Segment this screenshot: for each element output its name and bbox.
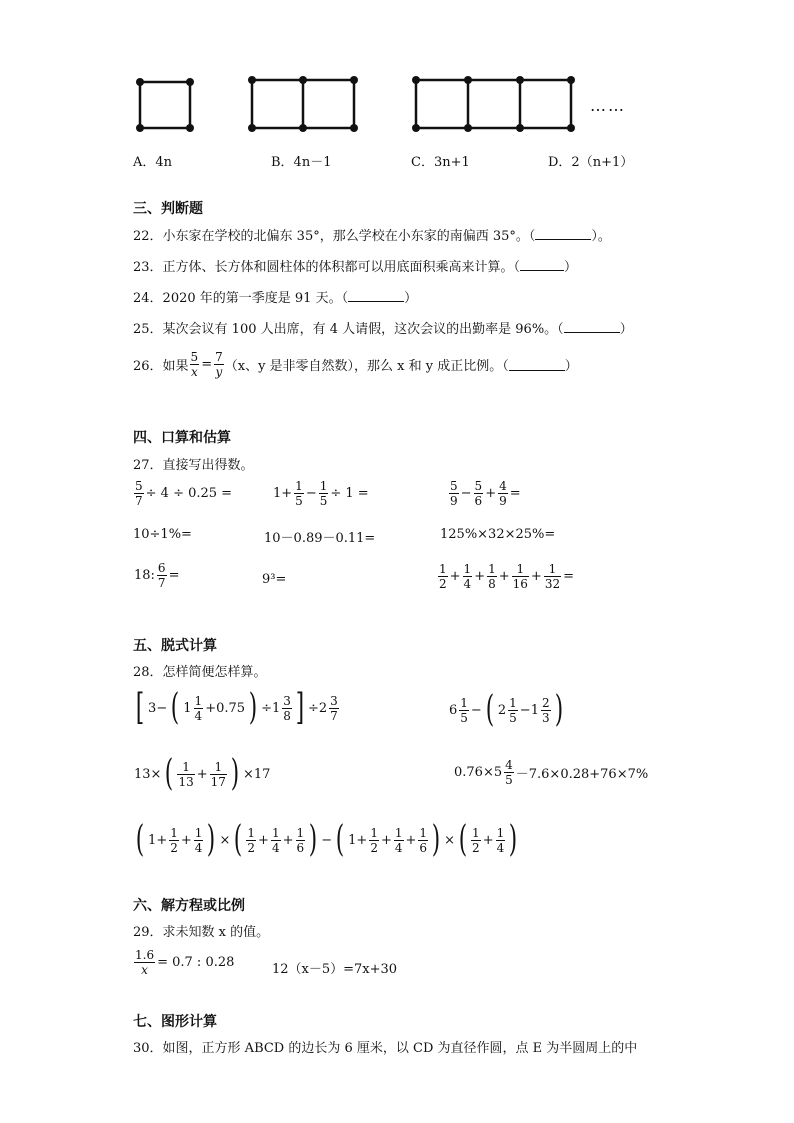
square-pattern-figure bbox=[120, 70, 650, 140]
equation-1: $\frac{1.6}{x}$ = 0.7 : 0.28 bbox=[135, 948, 235, 977]
calc-r1c1: $\frac{5}{7}$ ÷ 4 ÷ 0.25 = bbox=[135, 479, 233, 508]
answer-blank-25[interactable] bbox=[564, 321, 620, 333]
question-27: 27．直接写出得数。 bbox=[133, 458, 254, 473]
equation-2: 12（x－5）=7x+30 bbox=[272, 962, 398, 977]
question-30: 30．如图，正方形 ABCD 的边长为 6 厘米，以 CD 为直径作圆，点 E 为半圆周上的中 bbox=[133, 1041, 638, 1056]
question-22: 22．小东家在学校的北偏东 35°，那么学校在小东家的南偏西 35°。（ ）。 bbox=[133, 229, 611, 244]
answer-blank-23[interactable] bbox=[520, 259, 564, 271]
question-25: 25．某次会议有 100 人出席，有 4 人请假，这次会议的出勤率是 96%。（ ） bbox=[133, 322, 633, 337]
calc-r3c3: 1 2 + $\frac{1}{4}$ + $\frac{1}{8}$ + $\frac{1}{16}$ + $\frac{1}{32}$ = bbox=[439, 562, 575, 591]
option-b: B．4n－1 bbox=[271, 155, 332, 170]
answer-blank-24[interactable] bbox=[348, 290, 404, 302]
calc-r1c2: 1+ $\frac{1}{5}$ − $\frac{1}{5}$ ÷ 1 = bbox=[273, 479, 369, 508]
question-28: 28．怎样简便怎样算。 bbox=[133, 665, 267, 680]
calc-r1c3: 5 9 − $\frac{5}{6}$ + $\frac{4}{9}$ = bbox=[450, 479, 521, 508]
expr-3: 13× ( 1 13 + $\frac{1}{17}$ ) ×17 bbox=[134, 753, 271, 794]
option-c: C．3n+1 bbox=[411, 155, 470, 170]
question-24: 24．2020 年的第一季度是 91 天。（ ） bbox=[133, 291, 418, 306]
section-7-title: 七、图形计算 bbox=[133, 1014, 217, 1030]
calc-r2c1: 10÷1%= bbox=[133, 527, 192, 542]
section-6-title: 六、解方程或比例 bbox=[133, 898, 245, 914]
calc-r3c1: 18: $\frac{6}{7}$ = bbox=[134, 561, 180, 590]
expr-1: [ 3− ( 1 1 4 +0.75 ) ÷1 3 8 ] ÷2 3 7 bbox=[135, 687, 338, 728]
section-4-title: 四、口算和估算 bbox=[133, 430, 231, 446]
calc-r2c3: 125%×32×25%= bbox=[440, 527, 556, 542]
answer-blank-26[interactable] bbox=[509, 359, 565, 371]
pattern-1-square bbox=[140, 82, 190, 128]
answer-blank-22[interactable] bbox=[535, 228, 591, 240]
calc-r3c2: 9³= bbox=[262, 572, 287, 587]
pattern-3-squares bbox=[416, 80, 571, 128]
question-23: 23．正方体、长方体和圆柱体的体积都可以用底面积乘高来计算。（ ） bbox=[133, 260, 578, 275]
section-5-title: 五、脱式计算 bbox=[133, 638, 217, 654]
calc-r2c2: 10－0.89－0.11= bbox=[264, 531, 376, 546]
section-3-title: 三、判断题 bbox=[133, 201, 203, 217]
option-a: A．4n bbox=[133, 155, 173, 170]
option-d: D．2（n+1） bbox=[548, 155, 634, 170]
expr-2: 6 1 5 − ( 2 1 5 −1 2 3 ) bbox=[449, 689, 563, 730]
question-26: 26．如果 $\frac{5}{x}$ = $\frac{7}{y}$ （x、y 是非零自然数），那么 x 和 y 成正比例。（ ） bbox=[133, 350, 578, 379]
expr-5: ( 1+ $\frac{1}{2}$ + $\frac{1}{4}$ ) × ( 1 2 + $\frac{1}{4}$ + $\frac{1}{6}$ ) − ( 1+ $\frac{1}{2}$ + $\frac{1}{4}$ + $\frac{1}{6}$ ) × ( 1 2 + $\frac{1}{4}$ ) bbox=[135, 819, 518, 860]
pattern-ellipsis: …… bbox=[590, 96, 626, 115]
expr-4: 0.76×5 4 5 －7.6×0.28+76×7% bbox=[454, 758, 649, 787]
question-29: 29．求未知数 x 的值。 bbox=[133, 925, 270, 940]
